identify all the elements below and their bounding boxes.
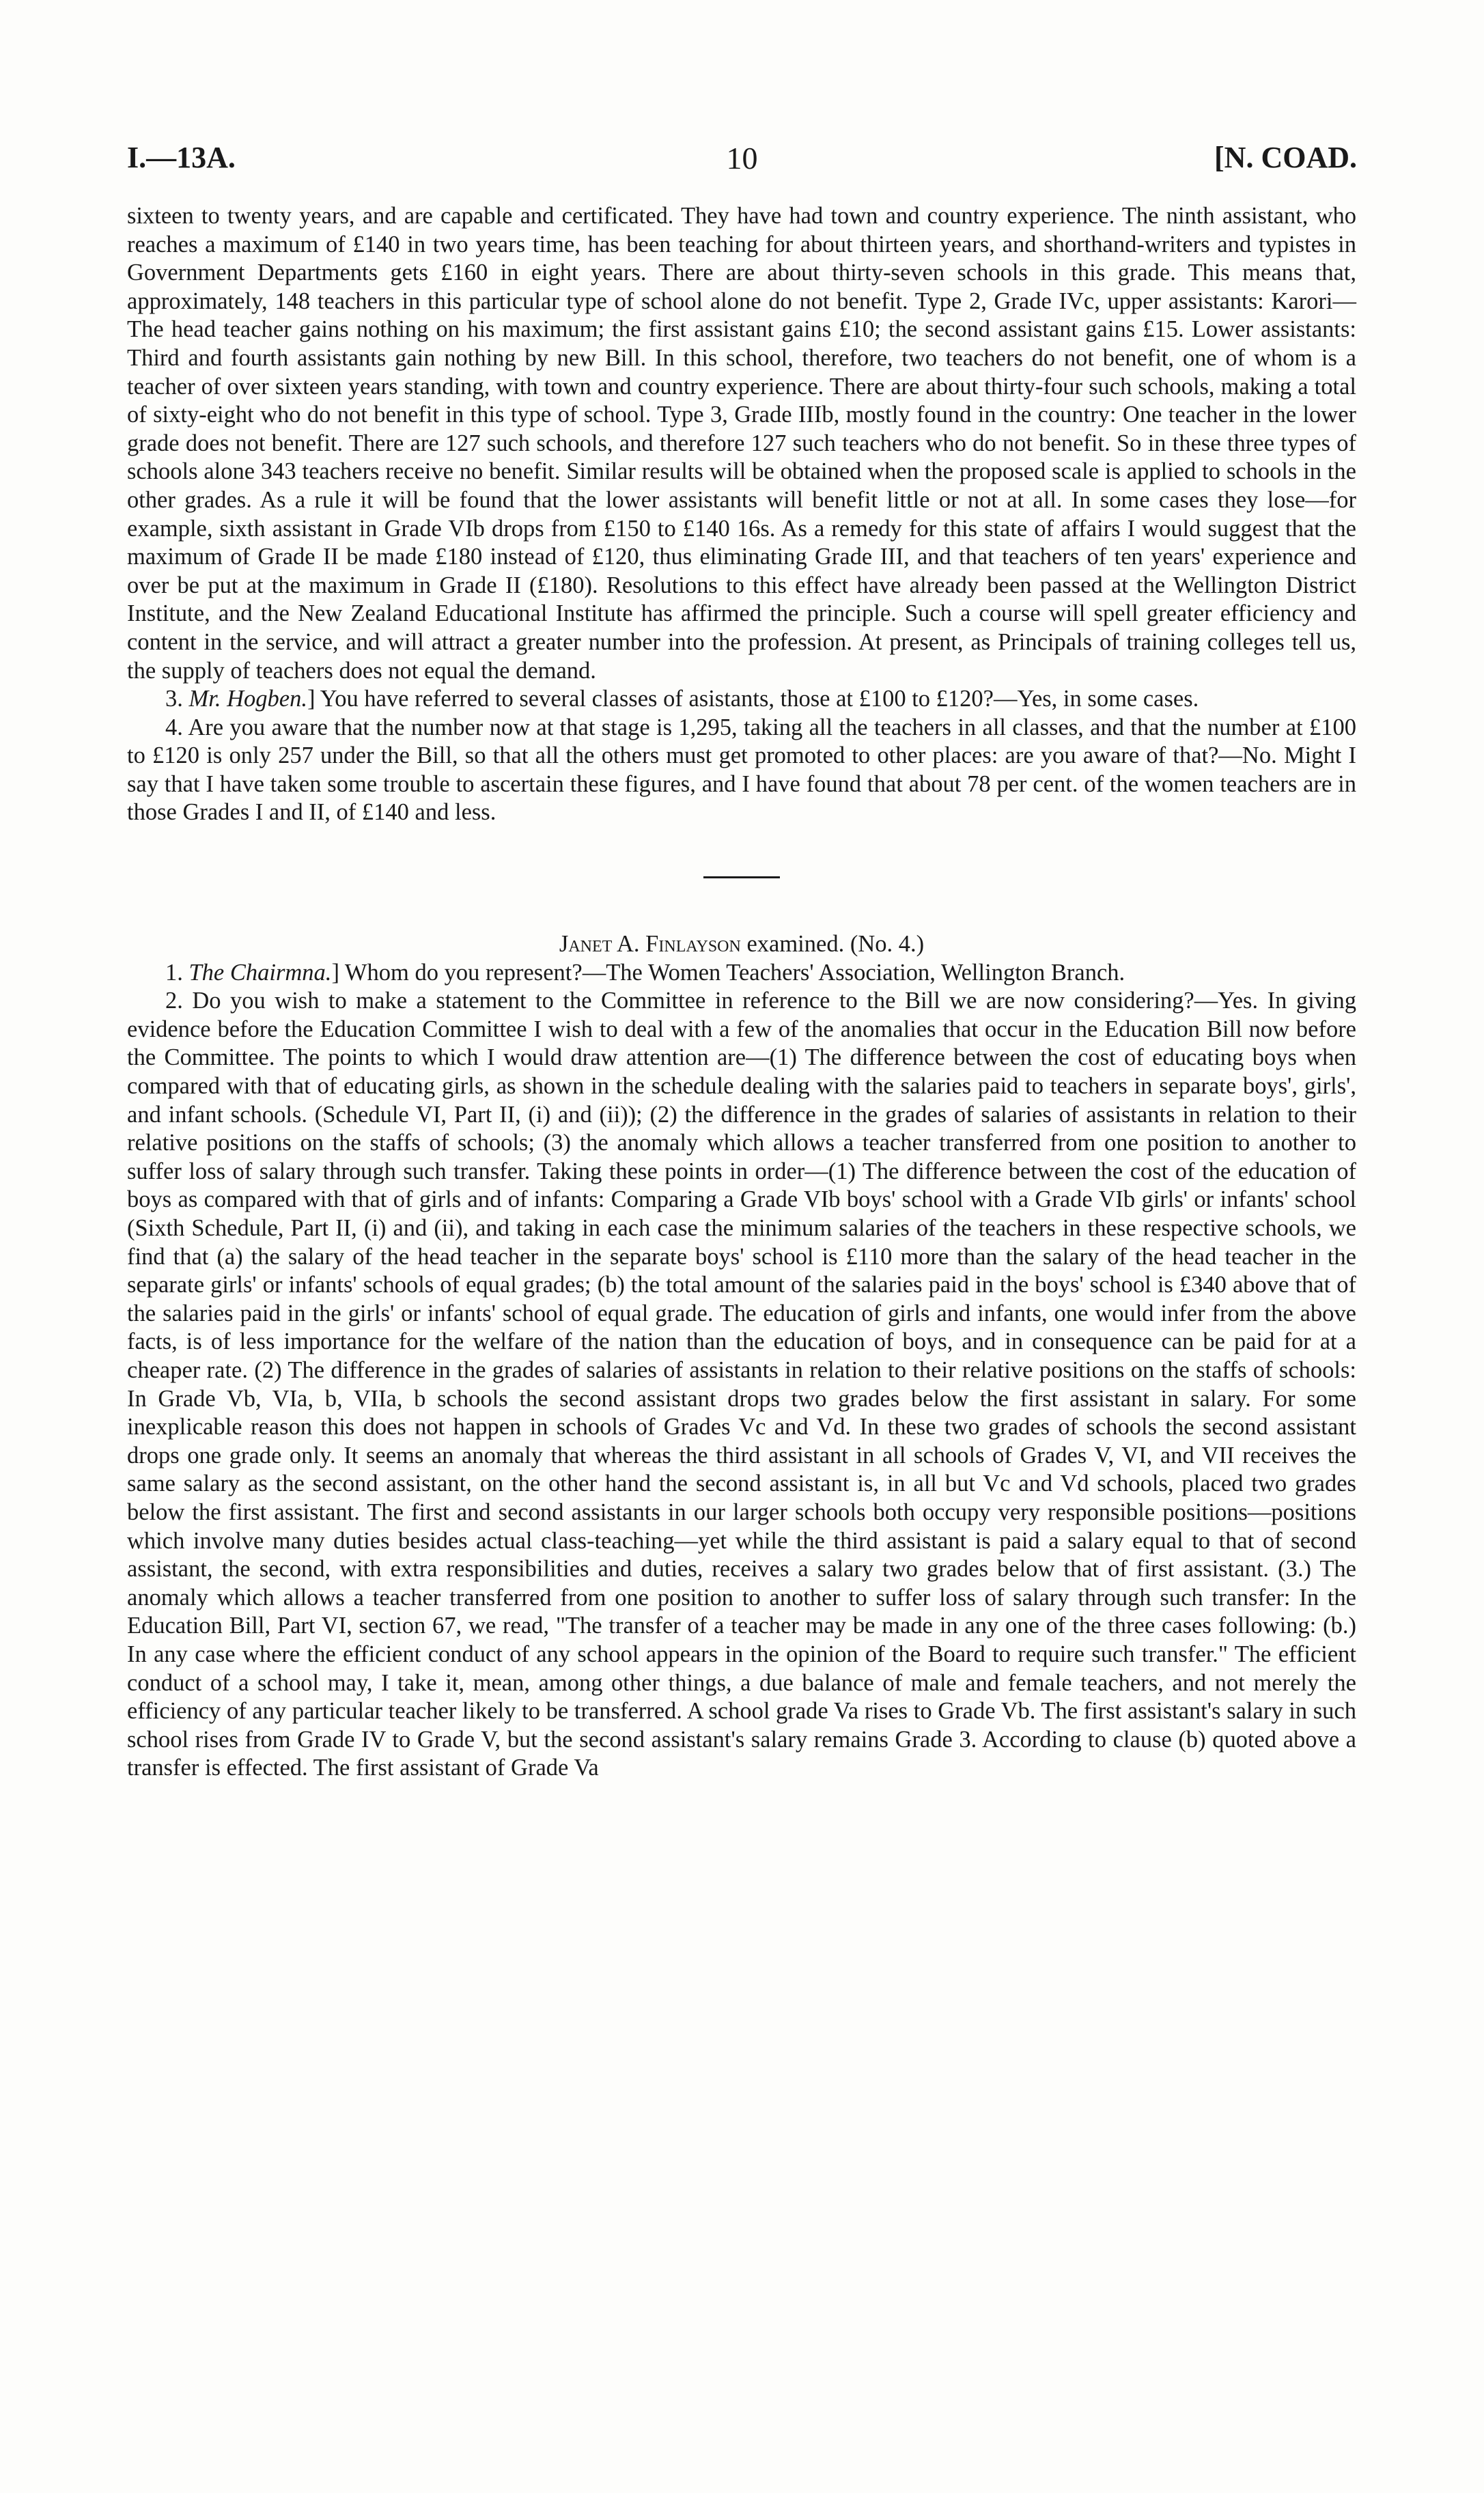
question-4: 4. Are you aware that the number now at that stage is 1,295, taking all the teachers in all classes, and that the number at £100 to £120 is only 257 under the Bill, so that all the others must get promoted to other places: are you aware of that?—No. Might I say that I have taken some trouble to ascertain these figures, and I have found that about 78 per cent. of the women teachers are in those Grades I and II, of £140 and less. xyxy=(127,714,1356,826)
witness-suffix: examined. (No. 4.) xyxy=(740,931,925,958)
body-text xyxy=(127,202,1356,1783)
question-text: ] You have referred to several classes of asistants, those at £100 to £120?—Yes, in some cases. xyxy=(307,686,1199,712)
page-header xyxy=(127,140,1357,181)
witness-heading xyxy=(127,930,1356,959)
question-3 xyxy=(127,685,1356,714)
question-2: 2. Do you wish to make a statement to the Committee in reference to the Bill we are now considering?—Yes. In giving evidence before the Education Committee I wish to deal with a few of the anomalies that occur in the Education Bill now before the Committee. The points to which I would draw attention are—(1) The difference between the cost of educating boys when compared with that of educating girls, as shown in the schedule dealing with the salaries paid to teachers in separate boys', girls', and infant schools. (Schedule VI, Part II, (i) and (ii)); (2) the difference in the grades of salaries of assistants in relation to their relative positions on the staffs of schools; (3) the anomaly which allows a teacher transferred from one position to another to suffer loss of salary through such transfer. Taking these points in order—(1) The difference between the cost of the education of boys as compared with that of girls and of infants: Comparing a Grade VIb boys' school with a Grade VIb girls' or infants' school (Sixth Schedule, Part II, (i) and (ii), and taking in each case the minimum salaries of the teachers in these respective schools, we find that (a) the salary of the head teacher in the separate boys' school is £110 more than the salary of the head teacher in the separate girls' or infants' schools of equal grades; (b) the total amount of the salaries paid in the boys' school is £340 above that of the salaries paid in the girls' or infants' school of equal grade. The education of girls and infants, one would infer from the above facts, is of less importance for the welfare of the nation than the education of boys, and in consequence can be paid for at a cheaper rate. (2) The difference in the grades of salaries of assistants in relation to their relative positions on the staffs of schools: In Grade Vb, VIa, b, VIIa, b schools the second assistant drops two grades below the first assistant in salary. For some inexplicable reason this does not happen in schools of Grades Vc and Vd. In these two grades of schools the second assistant drops one grade only. It seems an anomaly that whereas the third assistant in all schools of Grades V, VI, and VII receives the same salary as the second assistant, on the other hand the second assistant is, in all but Vc and Vd schools, placed two grades below the first assistant. The first and second assistants in our larger schools both occupy very responsible positions—positions which involve many duties besides actual class-teaching—yet while the third assistant is paid a salary equal to that of second assistant, the second, with extra responsibilities and duties, receives a salary two grades below that of first assistant. (3.) The anomaly which allows a teacher transferred from one position to another to suffer loss of salary through such transfer: In the Education Bill, Part VI, section 67, we read, "The transfer of a teacher may be made in any one of the three cases following: (b.) In any case where the efficient conduct of any school appears in the opinion of the Board to require such transfer." The efficient conduct of a school may, I take it, mean, among other things, a due balance of male and female teachers, and not merely the efficiency of any particular teacher likely to be transferred. A school grade Va rises to Grade Vb. The first assistant's salary in such school rises from Grade IV to Grade V, but the second assistant's salary remains Grade 3. According to clause (b) quoted above a transfer is effected. The first assistant of Grade Va xyxy=(127,988,1356,1781)
question-number: 3. xyxy=(165,686,183,712)
section-divider xyxy=(703,876,780,878)
question-1 xyxy=(127,959,1356,988)
question-text: ] Whom do you represent?—The Women Teachers' Association, Wellington Branch. xyxy=(331,959,1125,986)
page-number: 10 xyxy=(726,141,758,176)
speaker-name: The Chairmna. xyxy=(188,959,332,986)
speaker-name: Mr. Hogben. xyxy=(188,686,307,712)
witness-reference: [N. COAD. xyxy=(1214,141,1357,174)
question-number: 1. xyxy=(165,959,183,986)
witness-name: Janet A. Finlayson xyxy=(559,931,741,958)
paper-reference: I.—13A. xyxy=(127,141,236,174)
paragraph-continuation: sixteen to twenty years, and are capable and certificated. They have had town and country experience. The ninth assistant, who reaches a maximum of £140 in two years time, has been teaching for about thirteen years, and shorthand-writers and typistes in Government Departments gets £160 in eight years. There are about thirty-seven schools in this grade. This means that, approximately, 148 teachers in this particular type of school alone do not benefit. Type 2, Grade IVc, upper assistants: Karori—The head teacher gains nothing on his maximum; the first assistant gains £10; the second assistant gains £15. Lower assistants: Third and fourth assistants gain nothing by new Bill. In this school, therefore, two teachers do not benefit, one of whom is a teacher of over sixteen years standing, with town and country experience. There are about thirty-four such schools, making a total of sixty-eight who do not benefit in this type of school. Type 3, Grade IIIb, mostly found in the country: One teacher in the lower grade does not benefit. There are 127 such schools, and therefore 127 such teachers who do not benefit. So in these three types of schools alone 343 teachers receive no benefit. Similar results will be obtained when the proposed scale is applied to schools in the other grades. As a rule it will be found that the lower assistants will benefit little or not at all. In some cases they lose—for example, sixth assistant in Grade VIb drops from £150 to £140 16s. As a remedy for this state of affairs I would suggest that the maximum of Grade II be made £180 instead of £120, thus eliminating Grade III, and that teachers of ten years' experience and over be put at the maximum in Grade II (£180). Resolutions to this effect have already been passed at the Wellington District Institute, and the New Zealand Educational Institute has affirmed the principle. Such a course will spell greater efficiency and content in the service, and will attract a greater number into the profession. At present, as Principals of training colleges tell us, the supply of teachers does not equal the demand. xyxy=(127,203,1356,684)
